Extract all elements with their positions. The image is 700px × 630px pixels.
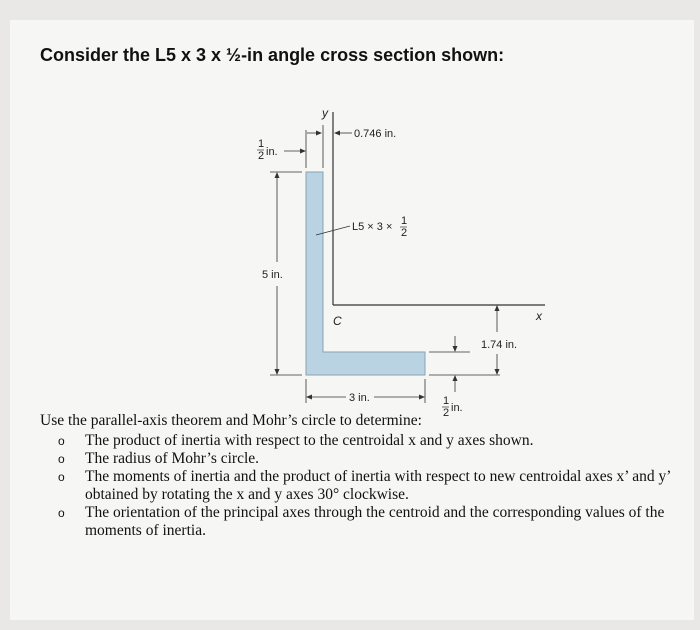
bullet-circle-icon: o (58, 470, 65, 484)
question-intro: Use the parallel-axis theorem and Mohr’s circle to determine: (40, 412, 422, 429)
width-arrowhead-left (306, 395, 312, 400)
task-item (40, 504, 690, 540)
task-text: The radius of Mohr’s circle. (85, 450, 260, 467)
width-arrowhead-right (419, 395, 425, 400)
bullet-circle-icon: o (58, 506, 65, 520)
task-text: The moments of inertia and the product of inertia with respect to new centroidal axes x’ and y’ obtained by rotating the x and y axes 30° clockwise. (85, 468, 671, 503)
thickness-bottom-fraction-den: 2 (443, 407, 450, 419)
offset-arrowhead-2 (316, 131, 322, 136)
thickness-top-arrowhead (300, 149, 306, 154)
y-axis-label: y (322, 106, 328, 120)
offset-arrowhead (334, 131, 340, 136)
dim-thickness-top: in. (266, 146, 278, 158)
dim-centroid-height: 1.74 in. (481, 339, 518, 351)
task-item (40, 432, 690, 450)
centroid-label: C (333, 314, 342, 328)
thickness-top-fraction-den: 2 (258, 150, 265, 162)
section-fraction-den: 2 (401, 227, 408, 239)
bullet-circle-icon: o (58, 434, 65, 448)
dim-thickness-bottom: in. (451, 402, 463, 414)
task-item (40, 468, 690, 504)
dim-width: 3 in. (349, 392, 370, 404)
task-item (40, 450, 690, 468)
centroid-arrowhead-top (495, 305, 500, 311)
question-title: Consider the L5 x 3 x ½-in angle cross section shown: (40, 45, 505, 65)
height-arrowhead-bottom (275, 369, 280, 375)
thickness-bottom-fraction-num: 1 (443, 395, 450, 407)
task-list (40, 432, 690, 540)
dim-offset-top: 0.746 in. (354, 128, 397, 140)
thickness-bottom-arrowhead-top (453, 346, 458, 352)
dim-height: 5 in. (262, 269, 283, 281)
height-arrowhead-top (275, 172, 280, 178)
section-fraction-num: 1 (401, 215, 408, 227)
thickness-bottom-arrowhead-bottom (453, 375, 458, 381)
thickness-top-fraction-num: 1 (258, 138, 265, 150)
angle-section-shape (306, 172, 425, 375)
bullet-circle-icon: o (58, 452, 65, 466)
section-label: L5 × 3 × (352, 221, 393, 233)
task-text: The orientation of the principal axes through the centroid and the corresponding values of the moments of inertia. (85, 504, 665, 539)
task-text: The product of inertia with respect to the centroidal x and y axes shown. (85, 432, 534, 449)
centroid-arrowhead-bottom (495, 369, 500, 375)
x-axis-label: x (536, 309, 542, 323)
